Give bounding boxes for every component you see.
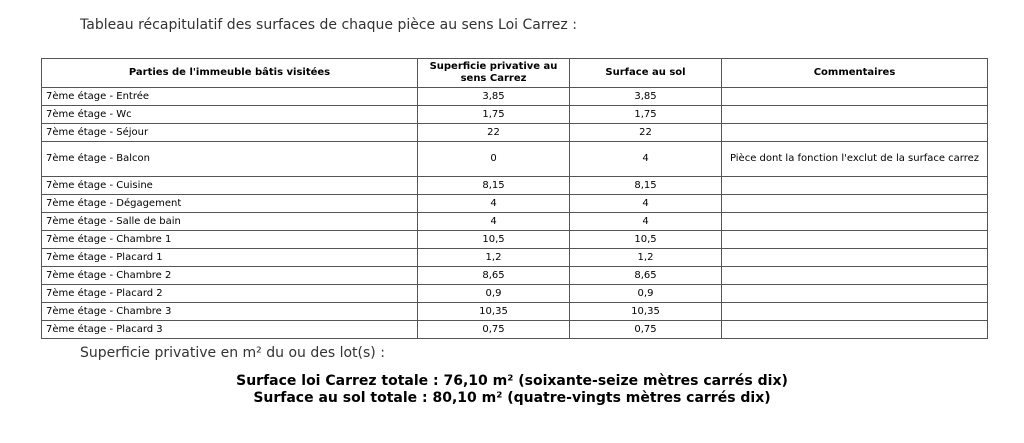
header-commentaires: Commentaires xyxy=(722,59,988,88)
cell-comment xyxy=(722,195,988,213)
total-sol: Surface au sol totale : 80,10 m² (quatre-vingts mètres carrés dix) xyxy=(253,390,771,406)
cell-sol: 8,15 xyxy=(570,177,722,195)
cell-carrez: 0,9 xyxy=(418,285,570,303)
cell-piece: 7ème étage - Placard 1 xyxy=(42,249,418,267)
cell-carrez: 10,5 xyxy=(418,231,570,249)
cell-piece: 7ème étage - Dégagement xyxy=(42,195,418,213)
cell-carrez: 4 xyxy=(418,195,570,213)
cell-comment xyxy=(722,213,988,231)
page-heading: Tableau récapitulatif des surfaces de chaque pièce au sens Loi Carrez : xyxy=(80,17,577,33)
cell-comment xyxy=(722,321,988,339)
cell-piece: 7ème étage - Chambre 3 xyxy=(42,303,418,321)
cell-sol: 22 xyxy=(570,124,722,142)
total-carrez: Surface loi Carrez totale : 76,10 m² (soixante-seize mètres carrés dix) xyxy=(236,373,788,389)
cell-sol: 4 xyxy=(570,195,722,213)
superficie-subheading: Superficie privative en m² du ou des lot(s) : xyxy=(80,345,385,361)
cell-piece: 7ème étage - Placard 3 xyxy=(42,321,418,339)
cell-carrez: 8,15 xyxy=(418,177,570,195)
cell-carrez: 0,75 xyxy=(418,321,570,339)
table-row xyxy=(42,249,988,267)
cell-comment xyxy=(722,231,988,249)
cell-comment xyxy=(722,177,988,195)
cell-comment xyxy=(722,88,988,106)
cell-comment xyxy=(722,124,988,142)
header-superficie-carrez: Superficie privative au sens Carrez xyxy=(418,59,570,88)
cell-sol: 8,65 xyxy=(570,267,722,285)
table-row xyxy=(42,142,988,177)
table-row xyxy=(42,321,988,339)
cell-carrez: 4 xyxy=(418,213,570,231)
table-row xyxy=(42,303,988,321)
cell-sol: 0,75 xyxy=(570,321,722,339)
cell-carrez: 22 xyxy=(418,124,570,142)
cell-piece: 7ème étage - Cuisine xyxy=(42,177,418,195)
header-parties: Parties de l'immeuble bâtis visitées xyxy=(42,59,418,88)
cell-piece: 7ème étage - Entrée xyxy=(42,88,418,106)
cell-carrez: 3,85 xyxy=(418,88,570,106)
table-row xyxy=(42,213,988,231)
table-row xyxy=(42,124,988,142)
cell-piece: 7ème étage - Salle de bain xyxy=(42,213,418,231)
cell-piece: 7ème étage - Placard 2 xyxy=(42,285,418,303)
cell-carrez: 8,65 xyxy=(418,267,570,285)
cell-sol: 1,2 xyxy=(570,249,722,267)
cell-sol: 0,9 xyxy=(570,285,722,303)
table-row xyxy=(42,106,988,124)
cell-piece: 7ème étage - Balcon xyxy=(42,142,418,177)
cell-piece: 7ème étage - Chambre 2 xyxy=(42,267,418,285)
table-row xyxy=(42,177,988,195)
cell-carrez: 0 xyxy=(418,142,570,177)
header-surface-sol: Surface au sol xyxy=(570,59,722,88)
table-row xyxy=(42,231,988,249)
cell-comment xyxy=(722,303,988,321)
table-header-row xyxy=(42,59,988,88)
cell-comment xyxy=(722,285,988,303)
surfaces-table xyxy=(41,58,988,339)
cell-comment xyxy=(722,106,988,124)
cell-carrez: 1,2 xyxy=(418,249,570,267)
cell-piece: 7ème étage - Wc xyxy=(42,106,418,124)
cell-comment: Pièce dont la fonction l'exclut de la surface carrez xyxy=(722,142,988,177)
table-row xyxy=(42,285,988,303)
cell-carrez: 1,75 xyxy=(418,106,570,124)
cell-sol: 3,85 xyxy=(570,88,722,106)
cell-piece: 7ème étage - Chambre 1 xyxy=(42,231,418,249)
table-row xyxy=(42,267,988,285)
cell-comment xyxy=(722,249,988,267)
cell-sol: 10,35 xyxy=(570,303,722,321)
table-row xyxy=(42,195,988,213)
table-row xyxy=(42,88,988,106)
cell-sol: 4 xyxy=(570,213,722,231)
cell-sol: 1,75 xyxy=(570,106,722,124)
cell-sol: 4 xyxy=(570,142,722,177)
cell-piece: 7ème étage - Séjour xyxy=(42,124,418,142)
cell-carrez: 10,35 xyxy=(418,303,570,321)
cell-sol: 10,5 xyxy=(570,231,722,249)
cell-comment xyxy=(722,267,988,285)
